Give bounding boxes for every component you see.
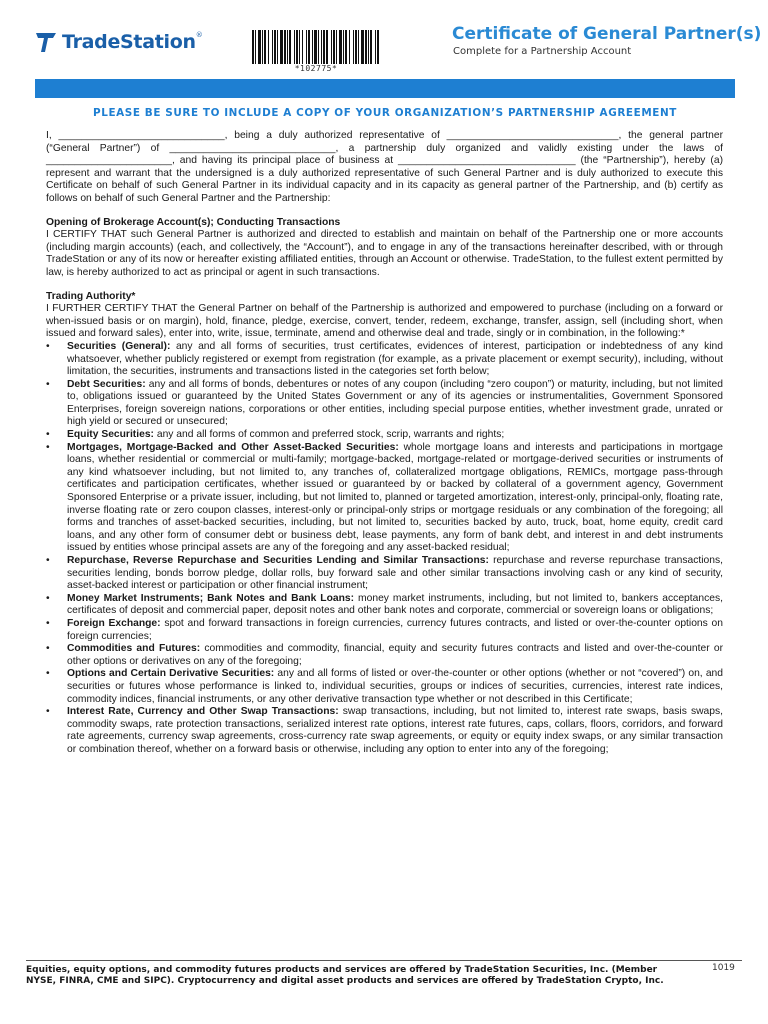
header-bar	[35, 79, 735, 98]
tradestation-logo-icon	[35, 30, 57, 54]
form-number: 1019	[712, 963, 735, 973]
list-item: • Commodities and Futures: commodities and commodity, financial, equity and security futures contracts and listed and over-the-counter or other options or derivatives on any of the foregoing;	[46, 643, 724, 667]
list-item: • Debt Securities: any and all forms of bonds, debentures or notes of any coupon (including “zero coupon”) or maturity, including, but not limited to, obligations issued or guaranteed by the United States Government or any of its agencies or instrumentalities, Government Sponsored Enterprises, foreign sovereign nations, corporations or other entities, including special purpose entities, whether investment grade, unrated or high yield or secured or unsecured;	[46, 378, 723, 428]
list-item: • Options and Certain Derivative Securities: any and all forms of listed or over-the-counter or other options (whether or not “covered”) on, and securities or futures whose performance is linked to, individual securities, groups or indices of securities, currencies, interest rate indices, commodity indices, financial instruments, or any other derivative transaction type whether or not described in this Certificate;	[46, 668, 724, 705]
list-item: • Securities (General): any and all forms of securities, trust certificates, evidences of interest, participation or indebtedness of any kind whatsoever, whether publicly registered or exempt from registration (for example, as a private placement or exempt security), including, without limitation, the securities, instruments and transactions listed in the categories set forth below;	[46, 340, 724, 378]
list-item: • Money Market Instruments; Bank Notes and Bank Loans: money market instruments, including, but not limited to, bankers acceptances, certificates of deposit and commercial paper, deposit notes and other bank notes and corporate, commercial or sovereign loans or obligations;	[46, 592, 723, 617]
list-item: • Foreign Exchange: spot and forward transactions in foreign currencies, currency futures contracts, and listed or over-the-counter options on foreign currencies;	[46, 617, 723, 642]
certificate-body	[46, 130, 723, 757]
section-text-trading: I FURTHER CERTIFY THAT the General Partner on behalf of the Partnership is authorized and empowered to purchase (including on a forward or when-issued basis or on margin), hold, finance, pledge, exercise, convert, tender, redeem, exchange, transfer, assign, sell (including short, when issued and forward sales), enter into, write, issue, terminate, amend and otherwise deal and trade, singly or in combination, in the following:*	[46, 303, 723, 340]
footer-divider	[26, 960, 742, 961]
page-subtitle: Complete for a Partnership Account	[453, 46, 632, 57]
notice-banner: PLEASE BE SURE TO INCLUDE A COPY OF YOUR ORGANIZATION’S PARTNERSHIP AGREEMENT	[93, 107, 677, 119]
barcode	[252, 30, 380, 64]
logo-text: TradeStation®	[62, 31, 203, 53]
list-item: • Mortgages, Mortgage-Backed and Other Asset-Backed Securities: whole mortgage loans and interests and participations in mortgage loans, whether residential or commercial or multi-family; mortgage-backed, mortgage-related or mortgage-derived securities or instruments of any kind whatsoever including, but not limited to, any tranches of, collateralized mortgage obligations, REMICs, mortgage pass-through certificates and participation certificates, whether issued or guaranteed by or backed by collateral of a government agency, Government Sponsored Enterprise or a private issuer, including, but not limited to, planned or targeted amortization, interest-only, principal-only, floating rate, inverse floating rate or zero coupon classes, interest-only or principal-only strips or mortgage residuals or any combination of the foregoing; all forms and tranches of asset-backed securities, including, but not limited to, securities backed by auto, truck, boat, home equity, credit card loans, and any other form of consumer debt or business debt, lease payments, any form of bank debt, and interest in and debt instruments issued by entities whose principal assets are any of the foregoing and any asset-backed residual;	[46, 441, 723, 554]
trading-authority-list	[46, 341, 723, 757]
footer-disclosure: Equities, equity options, and commodity futures products and services are offered by TradeStation Securities, Inc. (Member NYSE, FINRA, CME and SIPC). Cryptocurrency and digital asset products and services are offered by TradeStation Crypto, Inc.	[26, 965, 664, 986]
section-text-opening: I CERTIFY THAT such General Partner is authorized and directed to establish and maintain on behalf of the Partnership one or more accounts (including margin accounts) (each, and collectively, the “Account”), and to engage in any of the transactions hereinafter described, with or through TradeStation or any of its now or hereafter existing affiliated entities, through an Account or otherwise. TradeStation, to the fullest extent permitted by law, is hereby authorized to act as principal or agent in such transactions.	[46, 229, 723, 278]
section-heading-opening: Opening of Brokerage Account(s); Conducting Transactions	[46, 216, 341, 228]
intro-paragraph: I, _____________________________, being a duly authorized representative of ______________________________, the general partner (“General Partner”) of _____________________________, a partnership duly organized and validly existing under the laws of ______________________, and having its principal place of business at _______________________________ (the “Partnership”), hereby (a) represent and warrant that the undersigned is a duly authorized representative of such General Partner and is duly authorized to execute this Certificate on behalf of such General Partner in its individual capacity and in its capacity as general partner of the Partnership, and (b) certify as follows on behalf of such General Partner and the Partnership:	[46, 130, 723, 204]
page-header	[0, 0, 768, 78]
barcode-number: *102775*	[294, 64, 338, 73]
list-item: • Repurchase, Reverse Repurchase and Securities Lending and Similar Transactions: repurchase and reverse repurchase transactions, securities lending, bonds borrow pledge, dollar rolls, buy forward sale and other similar transactions involving cash or any kind of security, asset-backed interest or participation or other financial instrument;	[46, 555, 723, 592]
section-heading-trading: Trading Authority*	[46, 290, 136, 302]
list-item: • Equity Securities: any and all forms of common and preferred stock, scrip, warrants and rights;	[46, 429, 505, 441]
page-title: Certificate of General Partner(s)	[452, 24, 762, 44]
list-item: • Interest Rate, Currency and Other Swap Transactions: swap transactions, including, but not limited to, interest rate swaps, basis swaps, commodity swaps, rate protection transactions, serialized interest rate options, interest rate futures, caps, collars, floors, corridors, and forward rate agreements, currency swap agreements, cross-currency rate swap agreements, or equity or equity index swaps, or any similar transaction or combination thereof, whether on a forward basis or otherwise, including any option to enter into any of the foregoing;	[46, 706, 723, 755]
tradestation-logo	[35, 30, 202, 54]
